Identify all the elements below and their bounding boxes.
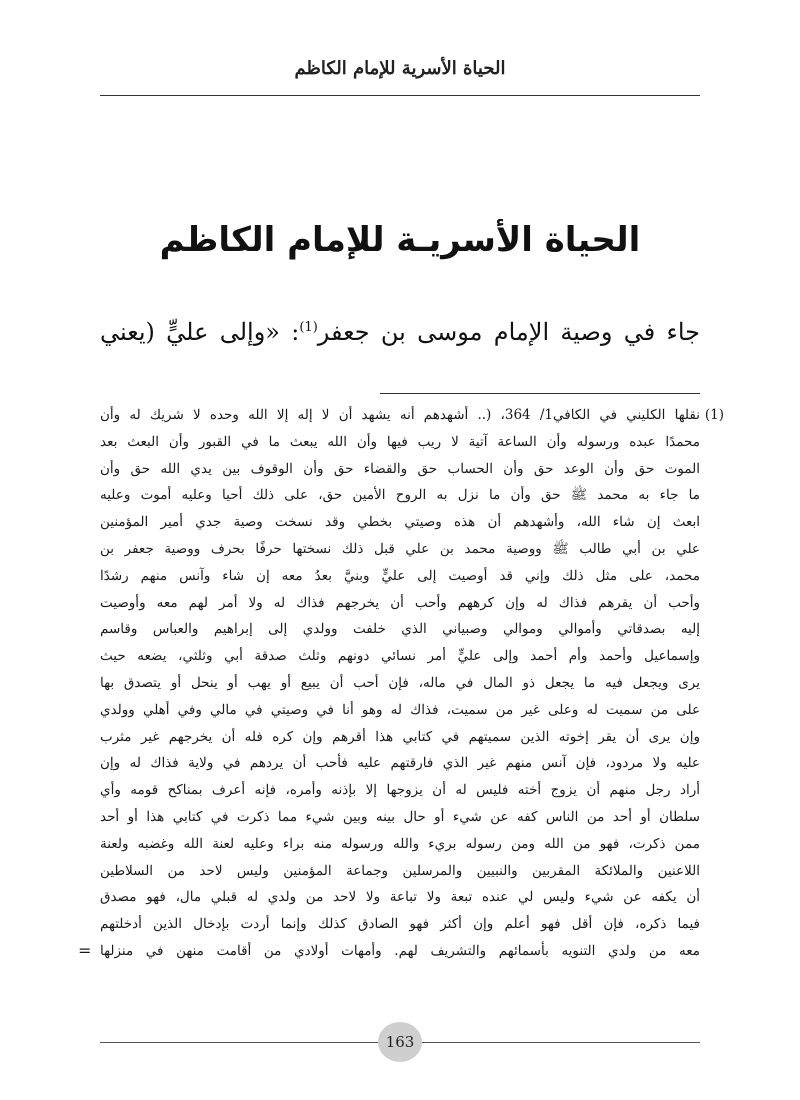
footnote-line: فيما ذكره، فإن أقل فهو أعلم وإن أكثر فهو الصادق كذلك وإنما أردت بإدخال الذين أدخلتهم	[100, 916, 700, 933]
footnote-line: ممن ذكرت، فهو من الله ومن رسوله بريء والله ورسوله منه براء وعليه لعنة الله وغضبه ولعنة	[100, 835, 700, 852]
page-number: 163	[378, 1022, 422, 1062]
footnote-line: وإسماعيل وأحمد وأم أحمد وإلى عليٍّ أمر نسائي دونهم وثلث صدقة أبي وثلثي، يضعه حيث	[100, 648, 700, 665]
footnote-line: اللاعنين والملائكة المقربين والنبيين والمرسلين وجماعة المؤمنين وليس لاحد من السلاطين	[100, 862, 700, 879]
page-footer	[100, 1022, 700, 1062]
footnote-line: معه من ولدي التنويه بأسمائهم والتشريف لهم. وأمهات أولادي من أقامت منهن في منزلها =	[100, 938, 700, 965]
footnote-line: أراد رجل منهم أن يزوج أخته فليس له أن يزوجها إلا بإذنه وأمره، فإنه أعرف بمناكح قومه وأي	[100, 782, 700, 799]
footnote-number: (1)	[704, 407, 724, 423]
footnote-line: أن يكفه عن شيء وليس لي عنده تبعة ولا تباعة ولا لاحد من ولدي له قبلي مال، فهو مصدق	[100, 889, 700, 906]
footnote-line: محمدًا عبده ورسوله وأن الساعة آتية لا ريب فيها وأن الله يبعث ما في القبور وأن البعث بعد	[100, 433, 700, 450]
footnote-line: محمد، على مثل ذلك وإني قد أوصيت إلى عليٍّ وبنيَّ بعدُ معه إن شاء وآنس منهم رشدًا	[100, 567, 700, 584]
footnote-line: عليه ولا مردود، فإن آنس منهم غير الذي فارقتهم عليه فأحب أن يردهم في ولاية فذاك له وإن	[100, 755, 700, 772]
running-header-title: الحياة الأسرية للإمام الكاظم	[294, 58, 506, 79]
body-text	[100, 318, 700, 347]
footnote-line: نقلها الكليني في الكافي1/ 364، (.. أشهدهم أنه يشهد أن لا إله إلا الله وحده لا شريك له وأن	[100, 407, 700, 423]
header-rule	[100, 95, 700, 96]
footnote-line: سلطان أو أحد من الناس كفه عن شيء أو حال بينه وبين شيء مما ذكرت في كتابي هذا أو أحد	[100, 808, 700, 825]
footnote-rule	[380, 393, 700, 394]
footnote-line: إليه بصدقاتي وأموالي وموالي وصبياني الذي خلفت وولدي إلى إبراهيم والعباس وقاسم	[100, 621, 700, 638]
body-text-start: جاء في وصية الإمام موسى بن جعفر	[317, 318, 700, 346]
body-text-end: : «وإلى عليٍّ (يعني	[100, 318, 300, 346]
footnote-reference[interactable]: (1)	[299, 320, 318, 335]
continuation-mark: =	[78, 940, 92, 960]
footnote-lines	[78, 402, 700, 965]
footnote-line: ابعث إن شاء الله، وأشهدهم أن هذه وصيتي بخطي وقد نسخت وصية جدي أمير المؤمنين	[100, 514, 700, 531]
chapter-title: الحياة الأسريـة للإمام الكاظم	[159, 220, 641, 260]
footnote-line: وأحب أن يقرهم فذاك له وإن كرههم وأحب أن يخرجهم فذاك له ولا أمر لهم معه وأوصيت	[100, 594, 700, 611]
footnote-line: علي بن أبي طالب ﷺ ووصية محمد بن علي قبل ذلك نسختها حرفًا بحرف ووصية جعفر بن	[100, 540, 700, 557]
footnote-line: وإن يرى أن يقر إخوته الذين سميتهم في كتابي هذا أقرهم وإن كره فله أن يخرجهم غير مثرب	[100, 728, 700, 745]
footnote-line: على من سميت له وعلى غير من سميت، فذاك له وهو أنا في وصيتي في مالي وفي أهلي وولدي	[100, 701, 700, 718]
footnote-line: يرى ويجعل فيه ما يجعل ذو المال في ماله، فإن أحب أن يبيع أو يهب أو ينحل أو يتصدق بها	[100, 674, 700, 691]
footnote-line: الموت حق وأن الوعد حق وأن الحساب حق والقضاء حق وأن الوقوف بين يدي الله حق وأن	[100, 460, 700, 477]
footnote-line: ما جاء به محمد ﷺ حق وأن ما نزل به الروح الأمين حق، على ذلك أحيا وعليه أموت وعليه	[100, 487, 700, 504]
footnote	[78, 402, 724, 965]
